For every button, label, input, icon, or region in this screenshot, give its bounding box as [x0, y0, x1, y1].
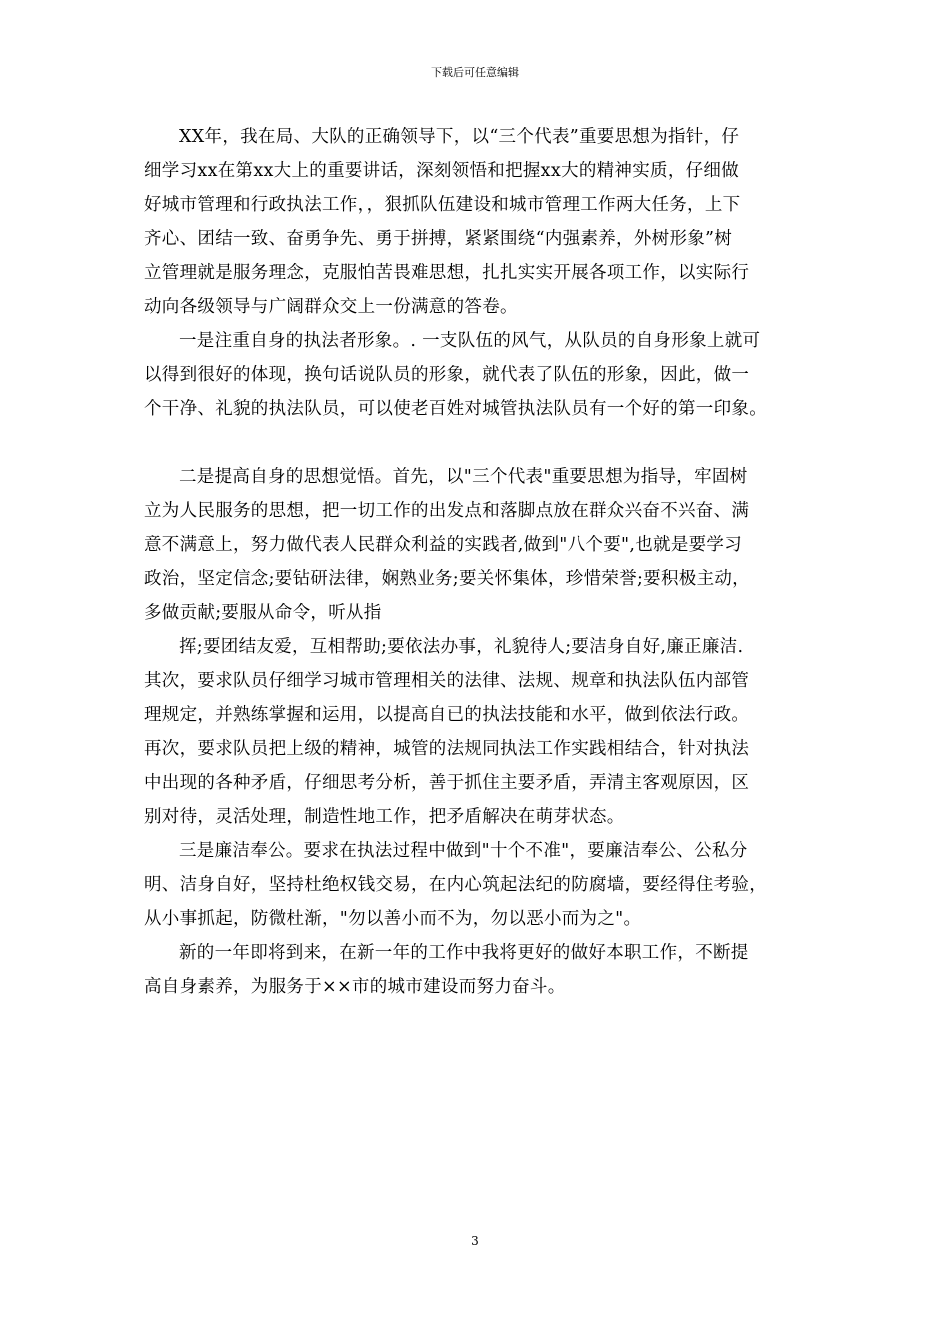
page-number: 3 [471, 1234, 479, 1248]
text-line: 其次，要求队员仔细学习城市管理相关的法律、法规、规章和执法队伍内部管 [144, 671, 750, 691]
text-line: 立为人民服务的思想，把一切工作的出发点和落脚点放在群众兴奋不兴奋、满 [144, 501, 750, 521]
paragraph-intro [144, 120, 816, 324]
text-line: 挥;要团结友爱，互相帮助;要依法办事，礼貌待人;要洁身自好,廉正廉洁. [179, 637, 744, 657]
text-line: XX年，我在局、大队的正确领导下，以“三个代表”重要思想为指针，仔 [179, 127, 740, 147]
text-line: 三是廉洁奉公。要求在执法过程中做到"十个不准"，要廉洁奉公、公私分 [179, 841, 748, 861]
paragraph-image [144, 324, 816, 426]
text-line: 一是注重自身的执法者形象。. 一支队伍的风气，从队员的自身形象上就可 [179, 331, 761, 351]
text-line: 中出现的各种矛盾，仔细思考分析，善于抓住主要矛盾，弄清主客观原因，区 [144, 773, 750, 793]
paragraph-closing [144, 936, 816, 1004]
text-line: 多做贡献;要服从命令，听从指 [144, 603, 382, 623]
text-line: 动向各级领导与广阔群众交上一份满意的答卷。 [144, 297, 518, 317]
text-line: 理规定，并熟练掌握和运用，以提高自已的执法技能和水平，做到依法行政。 [144, 705, 750, 725]
text-line: 个干净、礼貌的执法队员，可以使老百姓对城管执法队员有一个好的第一印象。 [144, 399, 767, 419]
paragraph-integrity [144, 834, 816, 936]
text-line: 细学习xx在第xx大上的重要讲话，深刻领悟和把握xx大的精神实质，仔细做 [144, 161, 740, 181]
text-line: 二是提高自身的思想觉悟。首先，以"三个代表"重要思想为指导，牢固树 [179, 467, 748, 487]
paragraph-gap [144, 426, 816, 460]
paragraph-awareness [144, 460, 816, 630]
paragraph-awareness-continued [144, 630, 816, 834]
text-line: 政治，坚定信念;要钻研法律，娴熟业务;要关怀集体，珍惜荣誉;要积极主动， [144, 569, 750, 589]
text-line: 高自身素养，为服务于××市的城市建设而努力奋斗。 [144, 977, 566, 997]
text-line: 从小事抓起，防微杜渐，"勿以善小而不为，勿以恶小而为之"。 [144, 909, 642, 929]
text-line: 新的一年即将到来，在新一年的工作中我将更好的做好本职工作，不断提 [179, 943, 749, 963]
text-line: 再次，要求队员把上级的精神，城管的法规同执法工作实践相结合，针对执法 [144, 739, 750, 759]
text-line: 立管理就是服务理念，克服怕苦畏难思想，扎扎实实开展各项工作，以实际行 [144, 263, 750, 283]
text-line: 好城市管理和行政执法工作，，狠抓队伍建设和城市管理工作两大任务，上下 [144, 195, 741, 215]
text-line: 明、洁身自好，坚持杜绝权钱交易，在内心筑起法纪的防腐墙，要经得住考验， [144, 875, 767, 895]
text-line: 意不满意上，努力做代表人民群众利益的实践者,做到"八个要",也就是要学习 [144, 535, 743, 555]
document-body [144, 120, 816, 1004]
page-header: 下载后可任意编辑 [431, 66, 519, 79]
text-line: 以得到很好的体现，换句话说队员的形象，就代表了队伍的形象，因此，做一 [144, 365, 750, 385]
text-line: 齐心、团结一致、奋勇争先、勇于拼搏，紧紧围绕“内强素养，外树形象”树 [144, 229, 733, 249]
text-line: 别对待，灵活处理，制造性地工作，把矛盾解决在萌芽状态。 [144, 807, 625, 827]
